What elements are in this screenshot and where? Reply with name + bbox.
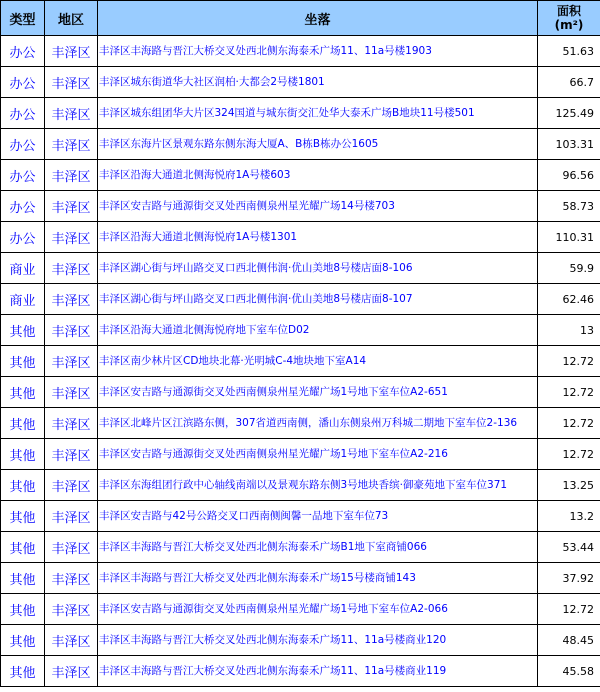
cell-district: 丰泽区 <box>45 67 98 98</box>
cell-type: 办公 <box>1 67 45 98</box>
cell-address: 丰泽区丰海路与晋江大桥交叉处西北侧东海泰禾广场B1地下室商铺066 <box>98 532 538 563</box>
cell-address: 丰泽区丰海路与晋江大桥交叉处西北侧东海泰禾广场11、11a号楼商业119 <box>98 656 538 687</box>
cell-address: 丰泽区安吉路与通源街交叉处西南侧泉州星光耀广场14号楼703 <box>98 191 538 222</box>
cell-address: 丰泽区安吉路与通源街交叉处西南侧泉州星光耀广场1号地下室车位A2-651 <box>98 377 538 408</box>
cell-area: 59.9 <box>538 253 600 284</box>
cell-address: 丰泽区城东组团华大片区324国道与城东街交汇处华大泰禾广场B地块11号楼501 <box>98 98 538 129</box>
cell-type: 其他 <box>1 439 45 470</box>
cell-address: 丰泽区东海片区景观东路东侧东海大厦A、B栋B栋办公1605 <box>98 129 538 160</box>
cell-district: 丰泽区 <box>45 346 98 377</box>
header-area <box>538 1 600 36</box>
cell-area: 110.31 <box>538 222 600 253</box>
table-row <box>1 315 600 346</box>
table-row <box>1 253 600 284</box>
cell-area: 12.72 <box>538 439 600 470</box>
cell-area: 12.72 <box>538 408 600 439</box>
cell-type: 办公 <box>1 222 45 253</box>
cell-address: 丰泽区湖心街与坪山路交叉口西北侧伟润·优山美地8号楼店面8-107 <box>98 284 538 315</box>
cell-address: 丰泽区丰海路与晋江大桥交叉处西北侧东海泰禾广场15号楼商铺143 <box>98 563 538 594</box>
table-row <box>1 284 600 315</box>
cell-address: 丰泽区湖心街与坪山路交叉口西北侧伟润·优山美地8号楼店面8-106 <box>98 253 538 284</box>
cell-area: 51.63 <box>538 36 600 67</box>
table-row <box>1 377 600 408</box>
cell-district: 丰泽区 <box>45 625 98 656</box>
cell-type: 其他 <box>1 563 45 594</box>
cell-area: 66.7 <box>538 67 600 98</box>
cell-district: 丰泽区 <box>45 439 98 470</box>
cell-area: 53.44 <box>538 532 600 563</box>
table-row <box>1 439 600 470</box>
table-row <box>1 98 600 129</box>
cell-type: 其他 <box>1 470 45 501</box>
header-type: 类型 <box>1 1 45 36</box>
cell-district: 丰泽区 <box>45 222 98 253</box>
cell-address: 丰泽区丰海路与晋江大桥交叉处西北侧东海泰禾广场11、11a号楼商业120 <box>98 625 538 656</box>
header-area-label: 面积 <box>556 4 581 18</box>
cell-address: 丰泽区北峰片区江滨路东侧，307省道西南侧，潘山东侧泉州万科城二期地下室车位2-136 <box>98 408 538 439</box>
cell-type: 其他 <box>1 315 45 346</box>
header-address: 坐落 <box>98 1 538 36</box>
cell-district: 丰泽区 <box>45 284 98 315</box>
table-row <box>1 470 600 501</box>
cell-address: 丰泽区丰海路与晋江大桥交叉处西北侧东海泰禾广场11、11a号楼1903 <box>98 36 538 67</box>
table-row <box>1 67 600 98</box>
cell-area: 58.73 <box>538 191 600 222</box>
table-row <box>1 346 600 377</box>
cell-address: 丰泽区沿海大通道北侧海悦府地下室车位D02 <box>98 315 538 346</box>
cell-district: 丰泽区 <box>45 563 98 594</box>
cell-address: 丰泽区安吉路与通源街交叉处西南侧泉州星光耀广场1号地下室车位A2-216 <box>98 439 538 470</box>
cell-address: 丰泽区沿海大通道北侧海悦府1A号楼1301 <box>98 222 538 253</box>
cell-area: 62.46 <box>538 284 600 315</box>
table-row <box>1 656 600 687</box>
cell-type: 办公 <box>1 160 45 191</box>
cell-area: 13.25 <box>538 470 600 501</box>
cell-area: 96.56 <box>538 160 600 191</box>
cell-address: 丰泽区安吉路与通源街交叉处西南侧泉州星光耀广场1号地下室车位A2-066 <box>98 594 538 625</box>
table-row <box>1 160 600 191</box>
cell-district: 丰泽区 <box>45 191 98 222</box>
cell-address: 丰泽区东海组团行政中心轴线南端以及景观东路东侧3号地块香缤·御豪苑地下室车位371 <box>98 470 538 501</box>
cell-district: 丰泽区 <box>45 98 98 129</box>
cell-type: 办公 <box>1 191 45 222</box>
header-row <box>1 1 600 36</box>
cell-district: 丰泽区 <box>45 408 98 439</box>
cell-type: 其他 <box>1 501 45 532</box>
header-district: 地区 <box>45 1 98 36</box>
cell-type: 办公 <box>1 129 45 160</box>
cell-type: 其他 <box>1 346 45 377</box>
table-row <box>1 625 600 656</box>
cell-area: 48.45 <box>538 625 600 656</box>
table-row <box>1 563 600 594</box>
table-row <box>1 532 600 563</box>
table-row <box>1 408 600 439</box>
table-row <box>1 222 600 253</box>
cell-area: 45.58 <box>538 656 600 687</box>
cell-area: 37.92 <box>538 563 600 594</box>
cell-type: 办公 <box>1 98 45 129</box>
cell-address: 丰泽区南少林片区CD地块北幕·光明城C-4地块地下室A14 <box>98 346 538 377</box>
cell-type: 其他 <box>1 625 45 656</box>
cell-district: 丰泽区 <box>45 253 98 284</box>
cell-address: 丰泽区安吉路与42号公路交叉口西南侧闽馨一品地下室车位73 <box>98 501 538 532</box>
cell-address: 丰泽区城东街道华大社区润柏·大都会2号楼1801 <box>98 67 538 98</box>
cell-type: 商业 <box>1 284 45 315</box>
cell-type: 其他 <box>1 532 45 563</box>
cell-area: 125.49 <box>538 98 600 129</box>
table-row <box>1 129 600 160</box>
cell-district: 丰泽区 <box>45 532 98 563</box>
cell-type: 其他 <box>1 408 45 439</box>
table-row <box>1 594 600 625</box>
header-area-unit: (m²) <box>554 18 584 32</box>
cell-type: 其他 <box>1 377 45 408</box>
cell-area: 12.72 <box>538 346 600 377</box>
cell-district: 丰泽区 <box>45 315 98 346</box>
cell-area: 12.72 <box>538 594 600 625</box>
cell-type: 其他 <box>1 594 45 625</box>
cell-type: 其他 <box>1 656 45 687</box>
cell-area: 13 <box>538 315 600 346</box>
cell-address: 丰泽区沿海大通道北侧海悦府1A号楼603 <box>98 160 538 191</box>
cell-type: 商业 <box>1 253 45 284</box>
table-row <box>1 36 600 67</box>
cell-district: 丰泽区 <box>45 594 98 625</box>
cell-type: 办公 <box>1 36 45 67</box>
cell-district: 丰泽区 <box>45 501 98 532</box>
cell-district: 丰泽区 <box>45 377 98 408</box>
cell-area: 12.72 <box>538 377 600 408</box>
cell-district: 丰泽区 <box>45 36 98 67</box>
cell-district: 丰泽区 <box>45 129 98 160</box>
table-row <box>1 191 600 222</box>
cell-district: 丰泽区 <box>45 470 98 501</box>
cell-area: 13.2 <box>538 501 600 532</box>
table-row <box>1 501 600 532</box>
cell-district: 丰泽区 <box>45 656 98 687</box>
cell-district: 丰泽区 <box>45 160 98 191</box>
cell-area: 103.31 <box>538 129 600 160</box>
